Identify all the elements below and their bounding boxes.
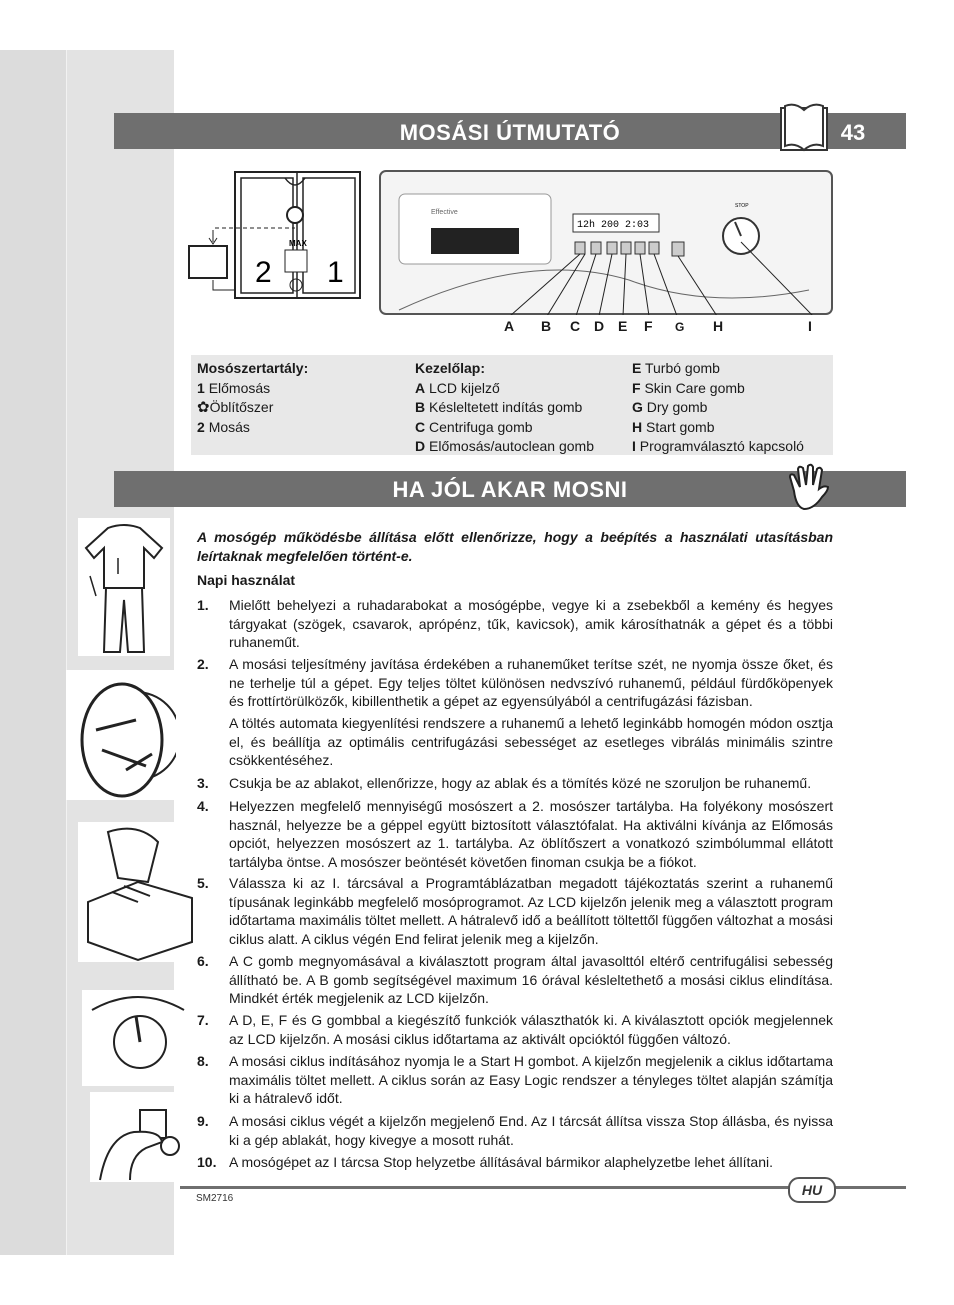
item-number: 5. [197,875,209,891]
item-text: Csukja be az ablakot, ellenőrizze, hogy az ablak és a tömítés közé ne szoruljon be ruhanemű. [229,775,812,791]
list-item [197,874,833,948]
item-text: Válassza ki az I. tárcsával a Programtáblázatban megadott tájékoztatás szerint a ruhanemű típusának leginkább megfelelő mosóprogramot. Az LCD kijelzőn jelenik meg a választott program időtartama maximális töltet mellett. A hátralevő idő a beállított töltettől függően változhat a mosási ciklus alatt. A ciklus végén End felirat jelenik meg a kijelzőn. [229,875,833,947]
left-margin-divider [66,50,67,1255]
legend-text: Késleltetett indítás gomb [425,399,583,415]
list-item [197,1011,833,1048]
max-label: MAX [289,239,307,248]
callout-e: E [618,318,628,334]
list-item [197,1052,833,1108]
list-item [197,1153,833,1172]
book-icon [775,100,833,154]
page-title: MOSÁSI ÚTMUTATÓ [399,120,621,145]
language-badge: HU [788,1177,836,1203]
item-number: 10. [197,1154,217,1170]
item-text: A D, E, F és G gombbal a kiegészítő funkciók választhatók ki. A kiválasztott opciók megjelennek az LCD kijelzőn. A mosási ciklus időtartama az aktivált opcióktól függően változó. [229,1012,833,1047]
legend-key: E [632,360,642,376]
legend-panel-column-2 [632,359,804,457]
program-dial-illustration [82,990,194,1086]
list-item [197,952,833,1008]
legend-title: Mosószertartály: [197,360,309,376]
legend-text: Centrifuga gomb [425,418,533,435]
item-text: Helyezzen megfelelő mennyiségű mosószert a 2. mosószer tartályba. Ha folyékony mosószert használ, helyezze be a géppel együtt biztosított választófalat. Ha aktiválni kívánja az Előmosás opciót, helyezzen mosószert az 1. tartályba. Az öblítőszert a vonatkozó szimbólummal ellátott tartályba öntse. A mosószer beöntését követően finoman csukja be a fiókot. [229,798,833,870]
legend-title: Kezelőlap: [415,360,486,376]
list-item [197,797,833,871]
legend-text: Skin Care gomb [640,379,745,396]
item-number: 6. [197,953,209,969]
legend-text: Dry gomb [642,399,708,415]
left-margin-edge [0,50,66,1255]
item-text: A mosási ciklus indításához nyomja le a Start H gombot. A kijelzőn megjelenik a ciklus időtartama maximális töltet mellett. A ciklus során az Easy Logic rendszer a tényleges töltet alapján számítja ki a hátralevő időt. [229,1053,833,1106]
legend-text: LCD kijelző [425,379,500,396]
list-item [197,774,833,793]
legend-detergent-column [197,359,308,437]
item-number: 2. [197,656,209,672]
legend-key: I [632,438,636,454]
callout-d: D [594,318,605,334]
legend-text: Előmosás/autoclean gomb [425,438,594,454]
item-number: 9. [197,1113,209,1129]
shirt-pockets-illustration [78,518,170,656]
drum-loading-illustration [66,670,176,800]
document-code: SM2716 [196,1193,234,1204]
legend-key: 1 [197,379,205,396]
callout-g: G [675,320,685,334]
section-title: HA JÓL AKAR MOSNI [392,477,628,502]
legend-key: D [415,438,426,454]
callout-b: B [541,318,552,334]
control-panel-illustration [379,170,833,315]
subheading-daily-use: Napi használat [197,572,296,588]
callout-c: C [570,318,581,334]
legend-key: 2 [197,418,205,435]
brand-label: Effective [431,209,458,216]
stop-label: STOP [735,203,749,209]
callout-a: A [504,318,515,334]
item-text: Mielőtt behelyezi a ruhadarabokat a mosógépbe, vegye ki a zsebekből a kemény és hegyes tárgyakat (szögek, csavarok, aprópénz, tűk, kavicsok), amik károsíthatnák a gépet és a többi ruhaneműt. [229,597,833,650]
list-item [197,1112,833,1149]
legend-key: B [415,399,426,415]
legend-text: Előmosás [208,379,271,396]
legend-text: Turbó gomb [641,360,720,376]
drawer-filling-illustration [78,822,196,962]
hand-icon [784,463,836,513]
legend-panel-column [415,359,594,457]
callout-h: H [713,318,724,334]
item-text: A C gomb megnyomásával a kiválasztott program által javasolttól eltérő centrifugálisi sebesség állítható be. A B gomb segítségével maximum 16 órával késleltethető a mosási ciklus elindítása. Mindkét érték megjelenik az LCD kijelzőn. [229,953,833,1006]
item-number: 7. [197,1012,209,1028]
legend-text: Programválasztó kapcsoló [635,438,804,454]
list-item-note: A töltés automata kiegyenlítési rendszere a ruhanemű a lehető leginkább homogén módon osztja el, és beállítja az optimális centrifugázási sebességet az esetleges vibrálás minimális szintre csökkentéséhez. [229,715,833,768]
item-number: 8. [197,1053,209,1069]
legend-text: Mosás [208,418,250,435]
intro-paragraph: A mosógép működésbe állítása előtt ellenőrizze, hogy a beépítés a használati utasításban leírtaknak megfelelően történt-e. [197,529,833,564]
item-number: 1. [197,597,209,613]
legend-key: A [415,379,426,396]
legend-text: Start gomb [642,418,715,435]
item-number: 4. [197,798,209,814]
list-item [197,655,833,711]
page-number: 43 [840,120,866,145]
start-button-press-illustration [90,1092,186,1182]
legend-box [191,355,833,455]
callout-f: F [644,318,653,334]
callout-i: I [808,318,812,334]
legend-key: H [632,418,643,435]
item-number: 3. [197,775,209,791]
item-text: A mosási teljesítmény javítása érdekében a ruhaneműket terítse szét, ne nyomja össze őket, és ne terhelje túl a gépet. Egy teljes töltet különösen nedvszívó ruhanemű, például fürdőköpenyek és frottírtörülközők, kibillenthetik a gépet az egyensúlyából a centrifugázási fázisban. [229,656,833,709]
compartment-1-label: 1 [327,256,344,289]
list-item [197,596,833,652]
legend-key: F [632,379,641,396]
detergent-drawer-illustration [185,170,365,300]
item-text: A mosógépet az I tárcsa Stop helyzetbe állításával bármikor alaphelyzetbe lehet állítani. [229,1154,773,1170]
legend-text: Öblítőszer [209,399,274,415]
lcd-display: 12h 200 2:03 [577,220,650,231]
compartment-2-label: 2 [255,256,272,289]
item-text: A mosási ciklus végét a kijelzőn megjelenő End. Az I tárcsát állítsa vissza Stop állásba, és nyissa ki a gép ablakát, hogy kivegye a mosott ruhát. [229,1113,833,1148]
legend-key: C [415,418,426,435]
legend-key: G [632,399,643,415]
flower-icon: ✿ [197,399,210,416]
